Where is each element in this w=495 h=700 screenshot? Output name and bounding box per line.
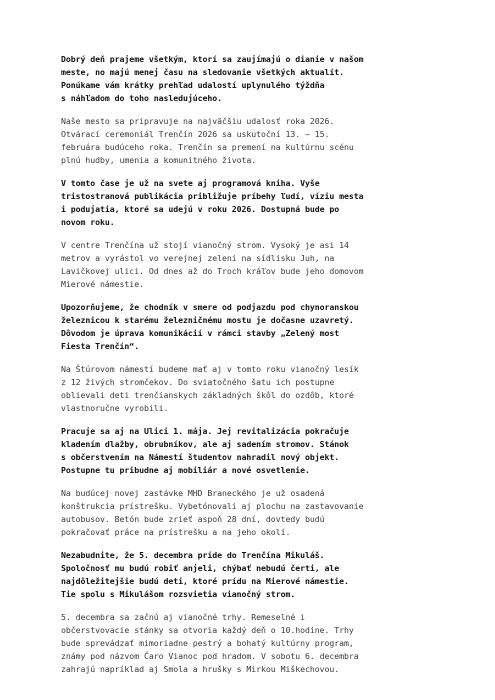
paragraph-mikulas: Nezabudnite, že 5. decembra príde do Trenčína Mikuláš. Spoločnosť mu budú robiť anjeli, chýbať nebudú čerti, ale najdôležitejšie budú deti, ktoré prídu na Mierové námestie. Tie spolu s Mikulášom rozsvietia vianočný strom. xyxy=(61,550,349,599)
paragraph-trencin-2026: Naše mesto sa pripravuje na najväčšiu udalosť roka 2026. Otvárací ceremoniál Trenčín 2026 sa uskutoční 13. – 15. februára budúceho roka. Trenčín sa premení na kultúrnu scénu plnú hudby, umenia a komunitného života. xyxy=(61,116,354,165)
document-page xyxy=(61,53,446,676)
paragraph-christmas-tree: V centre Trenčína už stojí vianočný strom. Vysoký je asi 14 metrov a vyrástol vo verejnej zeleni na sídlisku Juh, na Lavičkovej ulici. Od dnes až do Troch kráľov bude jeho domovom Mierové námestie. xyxy=(61,240,364,289)
paragraph-program-book: V tomto čase je už na svete aj programová kniha. Vyše tristostranová publikácia približuje príbehy ľudí, víziu mesta i podujatia, ktoré sa udejú v roku 2026. Dostupná bude po novom roku. xyxy=(61,178,364,227)
paragraph-ulica-1-maja: Pracuje sa aj na Ulici 1. mája. Jej revitalizácia pokračuje kladením dlažby, obrubníkov, ale aj sadením stromov. Stánok s občerstvením na Námestí študentov nahradil nový objekt. Postupne tu pribudne aj mobiliár a nové osvetlenie. xyxy=(61,426,349,475)
paragraph-christmas-grove: Na Štúrovom námestí budeme mať aj v tomto roku vianočný lesík z 12 živých stromčekov. Do sviatočného šatu ich postupne oblievali deti trenčianskych základných škôl do ozdôb, ktoré vlastnoručne vyrobili. xyxy=(61,364,359,413)
paragraph-sidewalk-closure: Upozorňujeme, že chodník v smere od podjazdu pod chynoranskou železnicou k starému železničnému mostu je dočasne uzavretý. Dôvodom je úprava komunikácií v rámci stavby „Zelený most Fiesta Trenčín“. xyxy=(61,302,359,351)
paragraph-bus-stop: Na budúcej novej zastávke MHD Braneckého je už osadená konštrukcia prístrešku. Vybetónovali aj plochu na zastavovanie autobusov. Betón bude zrieť aspoň 28 dní, dovtedy budú pokračovať práce na prístrešku a na jeho okolí. xyxy=(61,488,364,537)
paragraph-christmas-markets: 5. decembra sa začnú aj vianočné trhy. Remeselné i občerstvovacie stánky sa otvoria každý deň o 10.hodine. Trhy bude sprevádzať mimoriadne pestrý a bohatý kultúrny program, známy pod názvom Čaro Vianoc pod hradom. V sobotu 6. decembra zahrajú napríklad aj Smola a hrušky s Mirkou Miškechovou. xyxy=(61,612,359,674)
paragraph-intro: Dobrý deň prajeme všetkým, ktorí sa zaujímajú o dianie v našom meste, no majú menej času na sledovanie všetkých aktualít. Ponúkame vám krátky prehľad udalostí uplynulého týždňa s náhľadom do toho nasledujúceho. xyxy=(61,54,364,103)
